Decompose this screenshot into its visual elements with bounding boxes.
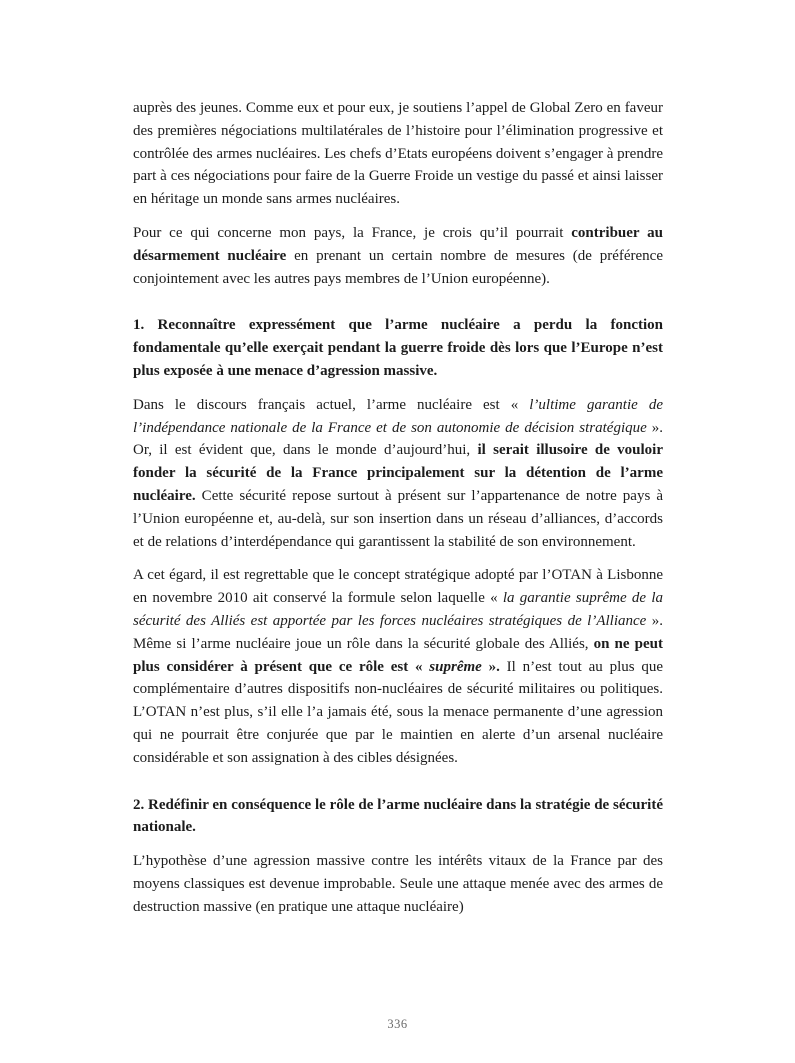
text-segment: l’ultime garantie de l’indépendance nationale de la France et de son autonomie de décision stratégique — [133, 396, 663, 436]
paragraph — [133, 564, 663, 769]
text-segment: Il n’est tout au plus que complémentaire d’autres dispositifs non-nucléaires de sécurité militaires ou politiques. L’OTAN n’est plus, s’il elle l’a jamais été, sous la menace permanente d’une agression qui ne pourrait être conjurée que par le maintien en alerte d’un arsenal nucléaire considérable et son assignation à des cibles désignées. — [133, 658, 664, 766]
page-number: 336 — [387, 1017, 408, 1031]
text-segment: auprès des jeunes. Comme eux et pour eux, je soutiens l’appel de Global Zero en faveur des premières négociations multilatérales de l’histoire pour l’élimination progressive et contrôlée des armes nucléaires. Les chefs d’Etats européens doivent s’engager à prendre part à ces négociations pour faire de la Guerre Froide un vestige du passé et ainsi laisser en héritage un monde sans armes nucléaires. — [133, 100, 663, 208]
text-segment: suprême — [429, 658, 482, 675]
text-segment: A cet égard, il est regrettable que le concept stratégique adopté par l’OTAN à Lisbonne en novembre 2010 ait conservé la formule selon laquelle « — [133, 567, 663, 607]
text-segment: 2. Redéfinir en conséquence le rôle de l’arme nucléaire dans la stratégie de sécurité nationale. — [133, 796, 663, 836]
text-segment: on ne peut plus considérer à présent que ce rôle est « — [133, 635, 663, 675]
text-segment: ». Même si l’arme nucléaire joue un rôle dans la sécurité globale des Alliés, — [133, 612, 663, 652]
paragraph — [133, 850, 663, 918]
section-heading — [133, 794, 663, 840]
text-segment: Cette sécurité repose surtout à présent sur l’appartenance de notre pays à l’Union européenne et, au-delà, sur son insertion dans un réseau d’alliances, d’accords et de relations d’interdépendance qui garantissent la stabilité de son environnement. — [133, 487, 663, 550]
text-segment: Dans le discours français actuel, l’arme nucléaire est « — [133, 396, 530, 413]
text-segment: contribuer au désarmement nucléaire — [133, 224, 663, 264]
document-body — [133, 97, 663, 930]
paragraph — [133, 222, 663, 290]
paragraph — [133, 97, 663, 211]
paragraph — [133, 394, 663, 554]
text-segment: la garantie suprême de la sécurité des Alliés est apportée par les forces nucléaires stratégiques de l’Alliance — [133, 590, 663, 629]
text-segment: il serait illusoire de vouloir fonder la sécurité de la France principalement sur la détention de l’arme nucléaire. — [133, 442, 664, 504]
text-segment: ». Or, il est évident que, dans le monde d’aujourd’hui, — [133, 419, 664, 459]
page-footer — [0, 1015, 795, 1033]
section-heading — [133, 314, 663, 382]
text-segment: en prenant un certain nombre de mesures (de préférence conjointement avec les autres pays membres de l’Union européenne). — [133, 247, 663, 287]
text-segment: Pour ce qui concerne mon pays, la France, je crois qu’il pourrait — [133, 224, 572, 241]
text-segment: 1. Reconnaître expressément que l’arme nucléaire a perdu la fonction fondamentale qu’elle exerçait pendant la guerre froide dès lors que l’Europe n’est plus exposée à une menace d’agression massive. — [133, 317, 663, 379]
text-segment: L’hypothèse d’une agression massive contre les intérêts vitaux de la France par des moyens classiques est devenue improbable. Seule une attaque menée avec des armes de destruction massive (en pratique une attaque nucléaire) — [133, 853, 663, 915]
text-segment: ». — [481, 658, 500, 675]
